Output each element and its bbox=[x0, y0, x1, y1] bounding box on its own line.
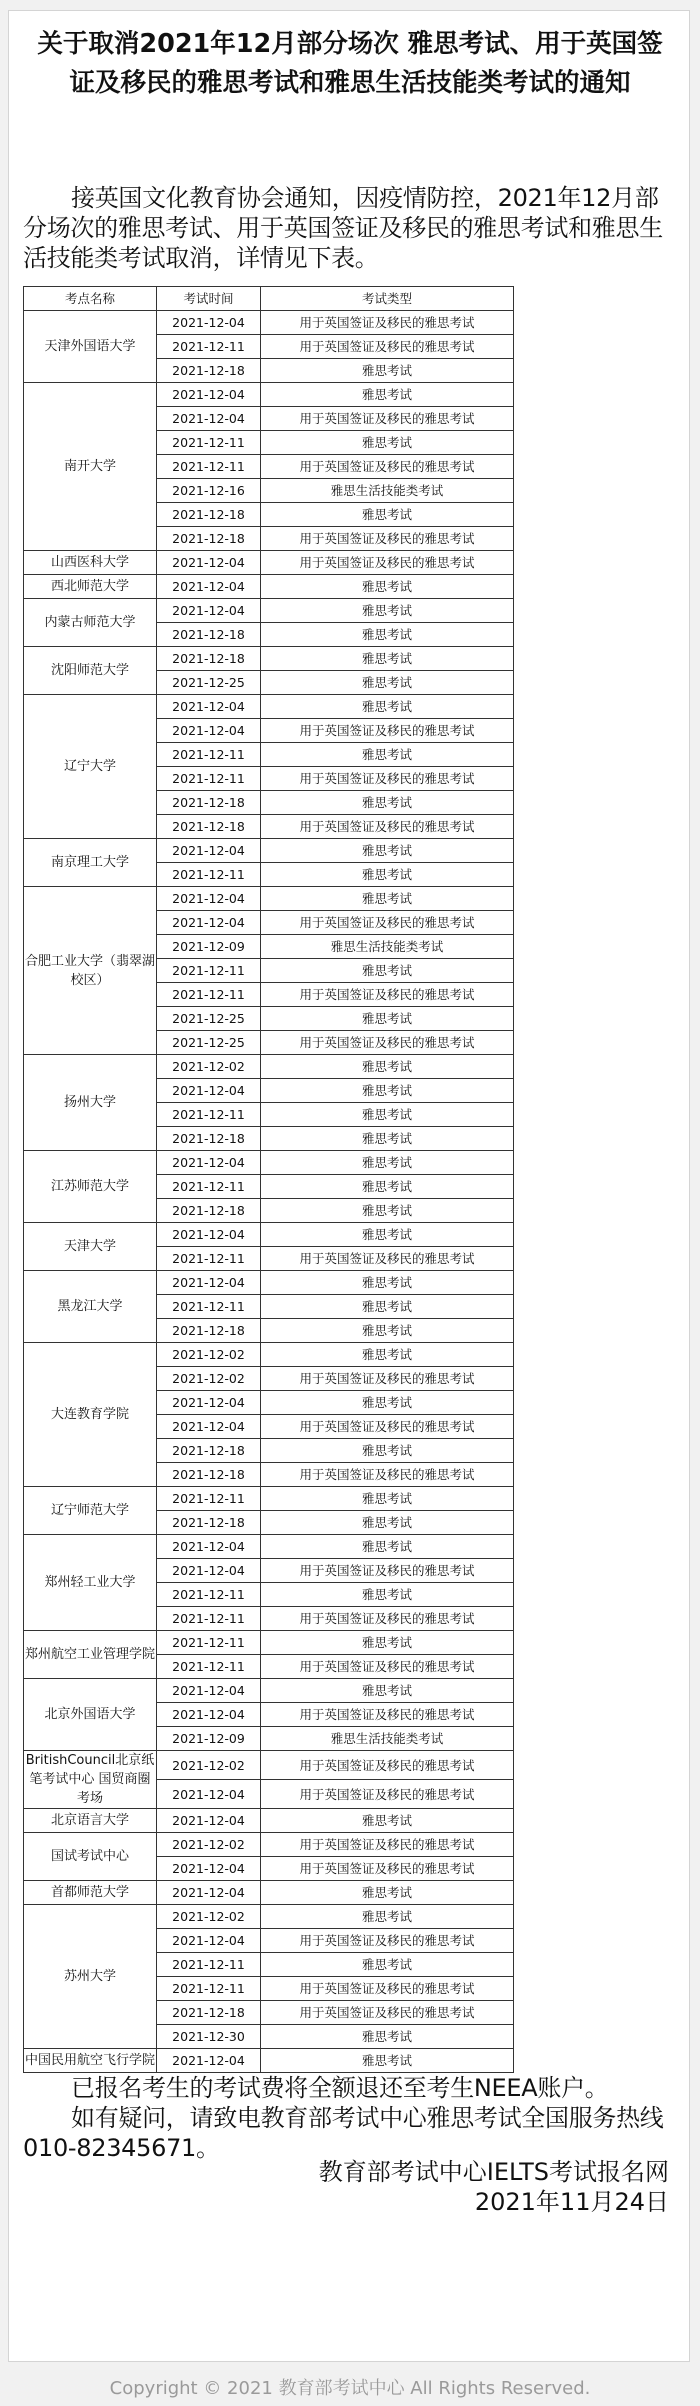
exam-type-cell: 雅思考试 bbox=[261, 1199, 514, 1223]
date-cell: 2021-12-04 bbox=[157, 695, 261, 719]
date-cell: 2021-12-04 bbox=[157, 1679, 261, 1703]
date-cell: 2021-12-09 bbox=[157, 935, 261, 959]
table-row bbox=[24, 1833, 514, 1857]
venue-cell: 北京语言大学 bbox=[24, 1809, 157, 1833]
exam-type-cell: 用于英国签证及移民的雅思考试 bbox=[261, 815, 514, 839]
date-cell: 2021-12-11 bbox=[157, 767, 261, 791]
table-row bbox=[24, 1751, 514, 1780]
date-cell: 2021-12-18 bbox=[157, 623, 261, 647]
exam-type-cell: 雅思考试 bbox=[261, 359, 514, 383]
header-venue: 考点名称 bbox=[24, 287, 157, 311]
exam-type-cell: 雅思考试 bbox=[261, 1535, 514, 1559]
exam-type-cell: 雅思考试 bbox=[261, 1809, 514, 1833]
date-cell: 2021-12-11 bbox=[157, 743, 261, 767]
venue-cell: 江苏师范大学 bbox=[24, 1151, 157, 1223]
date-cell: 2021-12-11 bbox=[157, 863, 261, 887]
venue-cell: 郑州轻工业大学 bbox=[24, 1535, 157, 1631]
signature-block bbox=[289, 2157, 669, 2217]
header-type: 考试类型 bbox=[261, 287, 514, 311]
refund-notice bbox=[23, 2073, 675, 2163]
venue-cell: 北京外国语大学 bbox=[24, 1679, 157, 1751]
table-row bbox=[24, 1535, 514, 1559]
venue-cell: 大连教育学院 bbox=[24, 1343, 157, 1487]
exam-type-cell: 雅思考试 bbox=[261, 1055, 514, 1079]
date-cell: 2021-12-04 bbox=[157, 1881, 261, 1905]
hotline-text: 如有疑问，请致电教育部考试中心雅思考试全国服务热线010-82345671。 bbox=[23, 2104, 664, 2162]
date-cell: 2021-12-04 bbox=[157, 1415, 261, 1439]
exam-type-cell: 雅思考试 bbox=[261, 743, 514, 767]
date-cell: 2021-12-04 bbox=[157, 911, 261, 935]
exam-type-cell: 用于英国签证及移民的雅思考试 bbox=[261, 1607, 514, 1631]
table-row bbox=[24, 1487, 514, 1511]
date-cell: 2021-12-18 bbox=[157, 1319, 261, 1343]
date-cell: 2021-12-11 bbox=[157, 959, 261, 983]
exam-type-cell: 雅思生活技能类考试 bbox=[261, 935, 514, 959]
issuer-name: 教育部考试中心IELTS考试报名网 bbox=[318, 2158, 669, 2186]
notice-page bbox=[8, 10, 690, 2362]
exam-type-cell: 雅思考试 bbox=[261, 1631, 514, 1655]
exam-type-cell: 雅思考试 bbox=[261, 623, 514, 647]
venue-cell: BritishCouncil北京纸笔考试中心 国贸商圈考场 bbox=[24, 1751, 157, 1809]
exam-type-cell: 雅思考试 bbox=[261, 647, 514, 671]
date-cell: 2021-12-11 bbox=[157, 1977, 261, 2001]
exam-type-cell: 用于英国签证及移民的雅思考试 bbox=[261, 1833, 514, 1857]
table-header-row bbox=[24, 287, 514, 311]
exam-type-cell: 雅思考试 bbox=[261, 791, 514, 815]
date-cell: 2021-12-18 bbox=[157, 1511, 261, 1535]
venue-cell: 中国民用航空飞行学院 bbox=[24, 2049, 157, 2073]
date-cell: 2021-12-25 bbox=[157, 671, 261, 695]
exam-type-cell: 用于英国签证及移民的雅思考试 bbox=[261, 1463, 514, 1487]
exam-type-cell: 雅思考试 bbox=[261, 1679, 514, 1703]
exam-type-cell: 用于英国签证及移民的雅思考试 bbox=[261, 551, 514, 575]
exam-type-cell: 雅思考试 bbox=[261, 959, 514, 983]
venue-cell: 天津外国语大学 bbox=[24, 311, 157, 383]
date-cell: 2021-12-18 bbox=[157, 527, 261, 551]
footer-copyright: Copyright © 2021 教育部考试中心 All Rights Reserved. bbox=[109, 2378, 591, 2399]
table-row bbox=[24, 647, 514, 671]
exam-type-cell: 雅思考试 bbox=[261, 575, 514, 599]
exam-type-cell: 用于英国签证及移民的雅思考试 bbox=[261, 1780, 514, 1809]
date-cell: 2021-12-04 bbox=[157, 1391, 261, 1415]
date-cell: 2021-12-04 bbox=[157, 1929, 261, 1953]
exam-type-cell: 雅思考试 bbox=[261, 863, 514, 887]
exam-type-cell: 雅思考试 bbox=[261, 1223, 514, 1247]
date-cell: 2021-12-04 bbox=[157, 407, 261, 431]
refund-text: 已报名考生的考试费将全额退还至考生NEEA账户。 bbox=[71, 2074, 609, 2102]
date-cell: 2021-12-30 bbox=[157, 2025, 261, 2049]
date-cell: 2021-12-11 bbox=[157, 1175, 261, 1199]
exam-type-cell: 用于英国签证及移民的雅思考试 bbox=[261, 311, 514, 335]
exam-type-cell: 用于英国签证及移民的雅思考试 bbox=[261, 1655, 514, 1679]
venue-cell: 西北师范大学 bbox=[24, 575, 157, 599]
venue-cell: 天津大学 bbox=[24, 1223, 157, 1271]
date-cell: 2021-12-11 bbox=[157, 1655, 261, 1679]
exam-type-cell: 雅思考试 bbox=[261, 503, 514, 527]
header-date: 考试时间 bbox=[157, 287, 261, 311]
exam-type-cell: 雅思考试 bbox=[261, 1175, 514, 1199]
date-cell: 2021-12-04 bbox=[157, 575, 261, 599]
exam-type-cell: 用于英国签证及移民的雅思考试 bbox=[261, 1415, 514, 1439]
exam-type-cell: 用于英国签证及移民的雅思考试 bbox=[261, 407, 514, 431]
exam-type-cell: 雅思考试 bbox=[261, 1271, 514, 1295]
exam-type-cell: 用于英国签证及移民的雅思考试 bbox=[261, 911, 514, 935]
date-cell: 2021-12-04 bbox=[157, 1079, 261, 1103]
date-cell: 2021-12-11 bbox=[157, 1295, 261, 1319]
exam-type-cell: 用于英国签证及移民的雅思考试 bbox=[261, 1703, 514, 1727]
date-cell: 2021-12-18 bbox=[157, 1199, 261, 1223]
date-cell: 2021-12-11 bbox=[157, 455, 261, 479]
venue-cell: 南京理工大学 bbox=[24, 839, 157, 887]
table-row bbox=[24, 1631, 514, 1655]
exam-type-cell: 雅思考试 bbox=[261, 431, 514, 455]
date-cell: 2021-12-18 bbox=[157, 2001, 261, 2025]
date-cell: 2021-12-09 bbox=[157, 1727, 261, 1751]
date-cell: 2021-12-04 bbox=[157, 1535, 261, 1559]
date-cell: 2021-12-02 bbox=[157, 1055, 261, 1079]
date-cell: 2021-12-11 bbox=[157, 1953, 261, 1977]
date-cell: 2021-12-11 bbox=[157, 1583, 261, 1607]
venue-cell: 沈阳师范大学 bbox=[24, 647, 157, 695]
exam-type-cell: 用于英国签证及移民的雅思考试 bbox=[261, 983, 514, 1007]
exam-type-cell: 用于英国签证及移民的雅思考试 bbox=[261, 1559, 514, 1583]
date-cell: 2021-12-11 bbox=[157, 335, 261, 359]
date-cell: 2021-12-16 bbox=[157, 479, 261, 503]
date-cell: 2021-12-18 bbox=[157, 1439, 261, 1463]
date-cell: 2021-12-18 bbox=[157, 359, 261, 383]
date-cell: 2021-12-02 bbox=[157, 1833, 261, 1857]
venue-cell: 内蒙古师范大学 bbox=[24, 599, 157, 647]
date-cell: 2021-12-18 bbox=[157, 815, 261, 839]
date-cell: 2021-12-04 bbox=[157, 719, 261, 743]
date-cell: 2021-12-04 bbox=[157, 1559, 261, 1583]
exam-type-cell: 雅思考试 bbox=[261, 599, 514, 623]
date-cell: 2021-12-04 bbox=[157, 1703, 261, 1727]
date-cell: 2021-12-04 bbox=[157, 599, 261, 623]
date-cell: 2021-12-18 bbox=[157, 1127, 261, 1151]
date-cell: 2021-12-18 bbox=[157, 1463, 261, 1487]
date-cell: 2021-12-04 bbox=[157, 887, 261, 911]
exam-type-cell: 雅思考试 bbox=[261, 1905, 514, 1929]
exam-type-cell: 雅思考试 bbox=[261, 1391, 514, 1415]
date-cell: 2021-12-11 bbox=[157, 1631, 261, 1655]
table-row bbox=[24, 575, 514, 599]
date-cell: 2021-12-04 bbox=[157, 1271, 261, 1295]
table-row bbox=[24, 1679, 514, 1703]
table-row bbox=[24, 1905, 514, 1929]
exam-type-cell: 雅思考试 bbox=[261, 1953, 514, 1977]
venue-cell: 苏州大学 bbox=[24, 1905, 157, 2049]
exam-type-cell: 用于英国签证及移民的雅思考试 bbox=[261, 719, 514, 743]
table-row bbox=[24, 695, 514, 719]
exam-type-cell: 雅思考试 bbox=[261, 1881, 514, 1905]
table-row bbox=[24, 383, 514, 407]
venue-cell: 南开大学 bbox=[24, 383, 157, 551]
venue-cell: 辽宁大学 bbox=[24, 695, 157, 839]
venue-cell: 合肥工业大学（翡翠湖校区） bbox=[24, 887, 157, 1055]
exam-type-cell: 用于英国签证及移民的雅思考试 bbox=[261, 1247, 514, 1271]
date-cell: 2021-12-11 bbox=[157, 1607, 261, 1631]
exam-type-cell: 用于英国签证及移民的雅思考试 bbox=[261, 2001, 514, 2025]
issue-date: 2021年11月24日 bbox=[474, 2188, 669, 2216]
venue-cell: 首都师范大学 bbox=[24, 1881, 157, 1905]
exam-type-cell: 用于英国签证及移民的雅思考试 bbox=[261, 335, 514, 359]
date-cell: 2021-12-02 bbox=[157, 1751, 261, 1780]
exam-type-cell: 用于英国签证及移民的雅思考试 bbox=[261, 1751, 514, 1780]
date-cell: 2021-12-18 bbox=[157, 647, 261, 671]
exam-type-cell: 雅思考试 bbox=[261, 1103, 514, 1127]
table-row bbox=[24, 1271, 514, 1295]
table-body bbox=[24, 311, 514, 2073]
exam-type-cell: 雅思考试 bbox=[261, 695, 514, 719]
exam-type-cell: 雅思考试 bbox=[261, 383, 514, 407]
exam-type-cell: 用于英国签证及移民的雅思考试 bbox=[261, 1977, 514, 2001]
intro-paragraph: 接英国文化教育协会通知，因疫情防控，2021年12月部分场次的雅思考试、用于英国签证及移民的雅思考试和雅思生活技能类考试取消，详情见下表。 bbox=[23, 184, 663, 272]
date-cell: 2021-12-11 bbox=[157, 1247, 261, 1271]
table-row bbox=[24, 839, 514, 863]
venue-cell: 郑州航空工业管理学院 bbox=[24, 1631, 157, 1679]
exam-type-cell: 用于英国签证及移民的雅思考试 bbox=[261, 455, 514, 479]
exam-type-cell: 用于英国签证及移民的雅思考试 bbox=[261, 767, 514, 791]
exam-type-cell: 用于英国签证及移民的雅思考试 bbox=[261, 1367, 514, 1391]
exam-type-cell: 雅思考试 bbox=[261, 1439, 514, 1463]
date-cell: 2021-12-04 bbox=[157, 1151, 261, 1175]
date-cell: 2021-12-18 bbox=[157, 503, 261, 527]
date-cell: 2021-12-04 bbox=[157, 311, 261, 335]
table-row bbox=[24, 1151, 514, 1175]
table-row bbox=[24, 1055, 514, 1079]
cancelled-exams-table bbox=[23, 286, 514, 2073]
exam-type-cell: 雅思考试 bbox=[261, 1079, 514, 1103]
date-cell: 2021-12-18 bbox=[157, 791, 261, 815]
exam-type-cell: 雅思考试 bbox=[261, 1343, 514, 1367]
exam-type-cell: 用于英国签证及移民的雅思考试 bbox=[261, 1857, 514, 1881]
date-cell: 2021-12-04 bbox=[157, 1809, 261, 1833]
table-row bbox=[24, 887, 514, 911]
date-cell: 2021-12-25 bbox=[157, 1007, 261, 1031]
notice-title: 关于取消2021年12月部分场次 雅思考试、用于英国签证及移民的雅思考试和雅思生活技能类考试的通知 bbox=[37, 29, 663, 98]
exam-type-cell: 雅思考试 bbox=[261, 1583, 514, 1607]
date-cell: 2021-12-04 bbox=[157, 2049, 261, 2073]
exam-type-cell: 雅思考试 bbox=[261, 1151, 514, 1175]
table-row bbox=[24, 1343, 514, 1367]
exam-type-cell: 雅思生活技能类考试 bbox=[261, 1727, 514, 1751]
exam-type-cell: 雅思生活技能类考试 bbox=[261, 479, 514, 503]
table-row bbox=[24, 1223, 514, 1247]
exam-type-cell: 雅思考试 bbox=[261, 887, 514, 911]
table-row bbox=[24, 551, 514, 575]
date-cell: 2021-12-11 bbox=[157, 431, 261, 455]
date-cell: 2021-12-11 bbox=[157, 1103, 261, 1127]
exam-type-cell: 用于英国签证及移民的雅思考试 bbox=[261, 1031, 514, 1055]
date-cell: 2021-12-11 bbox=[157, 983, 261, 1007]
exam-type-cell: 雅思考试 bbox=[261, 1127, 514, 1151]
exam-type-cell: 雅思考试 bbox=[261, 671, 514, 695]
exam-type-cell: 雅思考试 bbox=[261, 839, 514, 863]
date-cell: 2021-12-02 bbox=[157, 1367, 261, 1391]
venue-cell: 辽宁师范大学 bbox=[24, 1487, 157, 1535]
date-cell: 2021-12-04 bbox=[157, 1857, 261, 1881]
venue-cell: 山西医科大学 bbox=[24, 551, 157, 575]
exam-type-cell: 雅思考试 bbox=[261, 1487, 514, 1511]
date-cell: 2021-12-25 bbox=[157, 1031, 261, 1055]
date-cell: 2021-12-11 bbox=[157, 1487, 261, 1511]
table-row bbox=[24, 2049, 514, 2073]
date-cell: 2021-12-02 bbox=[157, 1905, 261, 1929]
date-cell: 2021-12-04 bbox=[157, 1780, 261, 1809]
exam-type-cell: 雅思考试 bbox=[261, 1295, 514, 1319]
exam-type-cell: 雅思考试 bbox=[261, 1319, 514, 1343]
exam-type-cell: 用于英国签证及移民的雅思考试 bbox=[261, 1929, 514, 1953]
exam-type-cell: 用于英国签证及移民的雅思考试 bbox=[261, 527, 514, 551]
date-cell: 2021-12-04 bbox=[157, 383, 261, 407]
venue-cell: 扬州大学 bbox=[24, 1055, 157, 1151]
table-row bbox=[24, 311, 514, 335]
exam-type-cell: 雅思考试 bbox=[261, 1007, 514, 1031]
date-cell: 2021-12-04 bbox=[157, 551, 261, 575]
table-row bbox=[24, 1881, 514, 1905]
exam-type-cell: 雅思考试 bbox=[261, 2025, 514, 2049]
table-row bbox=[24, 599, 514, 623]
venue-cell: 黑龙江大学 bbox=[24, 1271, 157, 1343]
exam-type-cell: 雅思考试 bbox=[261, 2049, 514, 2073]
date-cell: 2021-12-02 bbox=[157, 1343, 261, 1367]
exam-type-cell: 雅思考试 bbox=[261, 1511, 514, 1535]
table-row bbox=[24, 1809, 514, 1833]
date-cell: 2021-12-04 bbox=[157, 839, 261, 863]
venue-cell: 国试考试中心 bbox=[24, 1833, 157, 1881]
date-cell: 2021-12-04 bbox=[157, 1223, 261, 1247]
